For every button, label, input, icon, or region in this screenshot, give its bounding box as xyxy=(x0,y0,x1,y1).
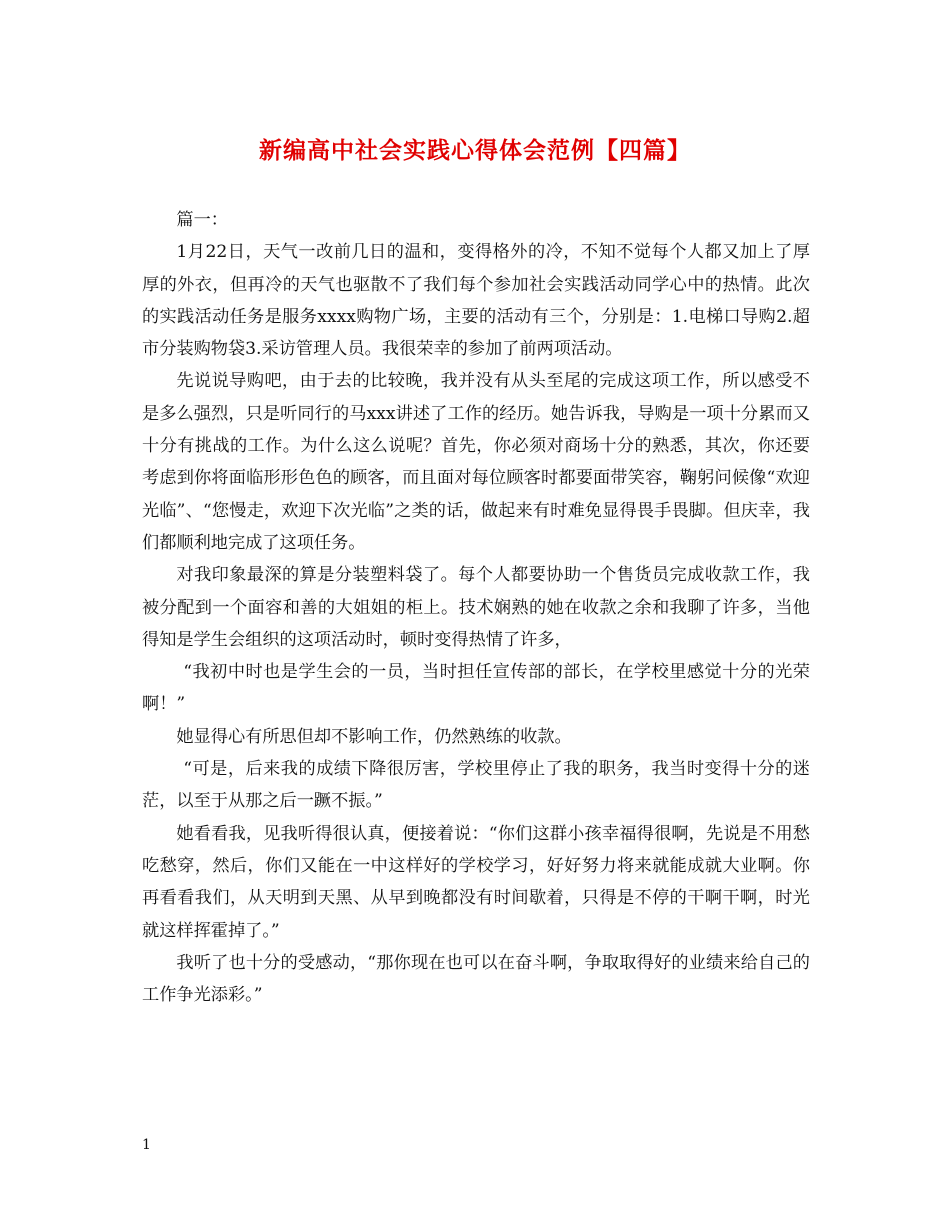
paragraph-quote: “我初中时也是学生会的一员，当时担任宣传部的部长，在学校里感觉十分的光荣啊！” xyxy=(142,662,810,715)
paragraph-quote: “可是，后来我的成绩下降很厉害，学校里停止了我的职务，我当时变得十分的迷茫，以至于从那之后一蹶不振。” xyxy=(142,759,810,812)
document-body xyxy=(142,204,810,1011)
page-number: 1 xyxy=(142,1137,151,1153)
paragraph: 先说说导购吧，由于去的比较晚，我并没有从头至尾的完成这项工作，所以感受不是多么强烈，只是听同行的马xxx讲述了工作的经历。她告诉我，导购是一项十分累而又十分有挑战的工作。为什么这么说呢？首先，你必须对商场十分的熟悉，其次，你还要考虑到你将面临形形色色的顾客，而且面对每位顾客时都要面带笑容，鞠躬问候像“欢迎光临”、“您慢走，欢迎下次光临”之类的话，做起来有时难免显得畏手畏脚。但庆幸，我们都顺利地完成了这项任务。 xyxy=(142,371,810,553)
paragraph: 对我印象最深的算是分装塑料袋了。每个人都要协助一个售货员完成收款工作，我被分配到一个面容和善的大姐姐的柜上。技术娴熟的她在收款之余和我聊了许多，当他得知是学生会组织的这项活动时，顿时变得热情了许多， xyxy=(142,565,810,650)
paragraph: 我听了也十分的受感动，“那你现在也可以在奋斗啊，争取取得好的业绩来给自己的工作争光添彩。” xyxy=(142,952,810,1006)
paragraph-section-heading: 篇一： xyxy=(176,210,228,230)
paragraph: 她看看我，见我听得很认真，便接着说：“你们这群小孩幸福得很啊，先说是不用愁吃愁穿，然后，你们又能在一中这样好的学校学习，好好努力将来就能成就大业啊。你再看看我们，从天明到天黑、从早到晚都没有时间歇着，只得是不停的干啊干啊，时光就这样挥霍掉了。” xyxy=(142,823,810,941)
paragraph: 她显得心有所思但却不影响工作，仍然熟练的收款。 xyxy=(176,726,572,747)
paragraph: 1月22日，天气一改前几日的温和，变得格外的冷，不知不觉每个人都又加上了厚厚的外衣，但再冷的天气也驱散不了我们每个参加社会实践活动同学心中的热情。此次的实践活动任务是服务xxxx购物广场，主要的活动有三个，分别是：1.电梯口导购2.超市分装购物袋3.采访管理人员。我很荣幸的参加了前两项活动。 xyxy=(142,242,810,360)
document-title: 新编高中社会实践心得体会范例【四篇】 xyxy=(259,137,691,164)
